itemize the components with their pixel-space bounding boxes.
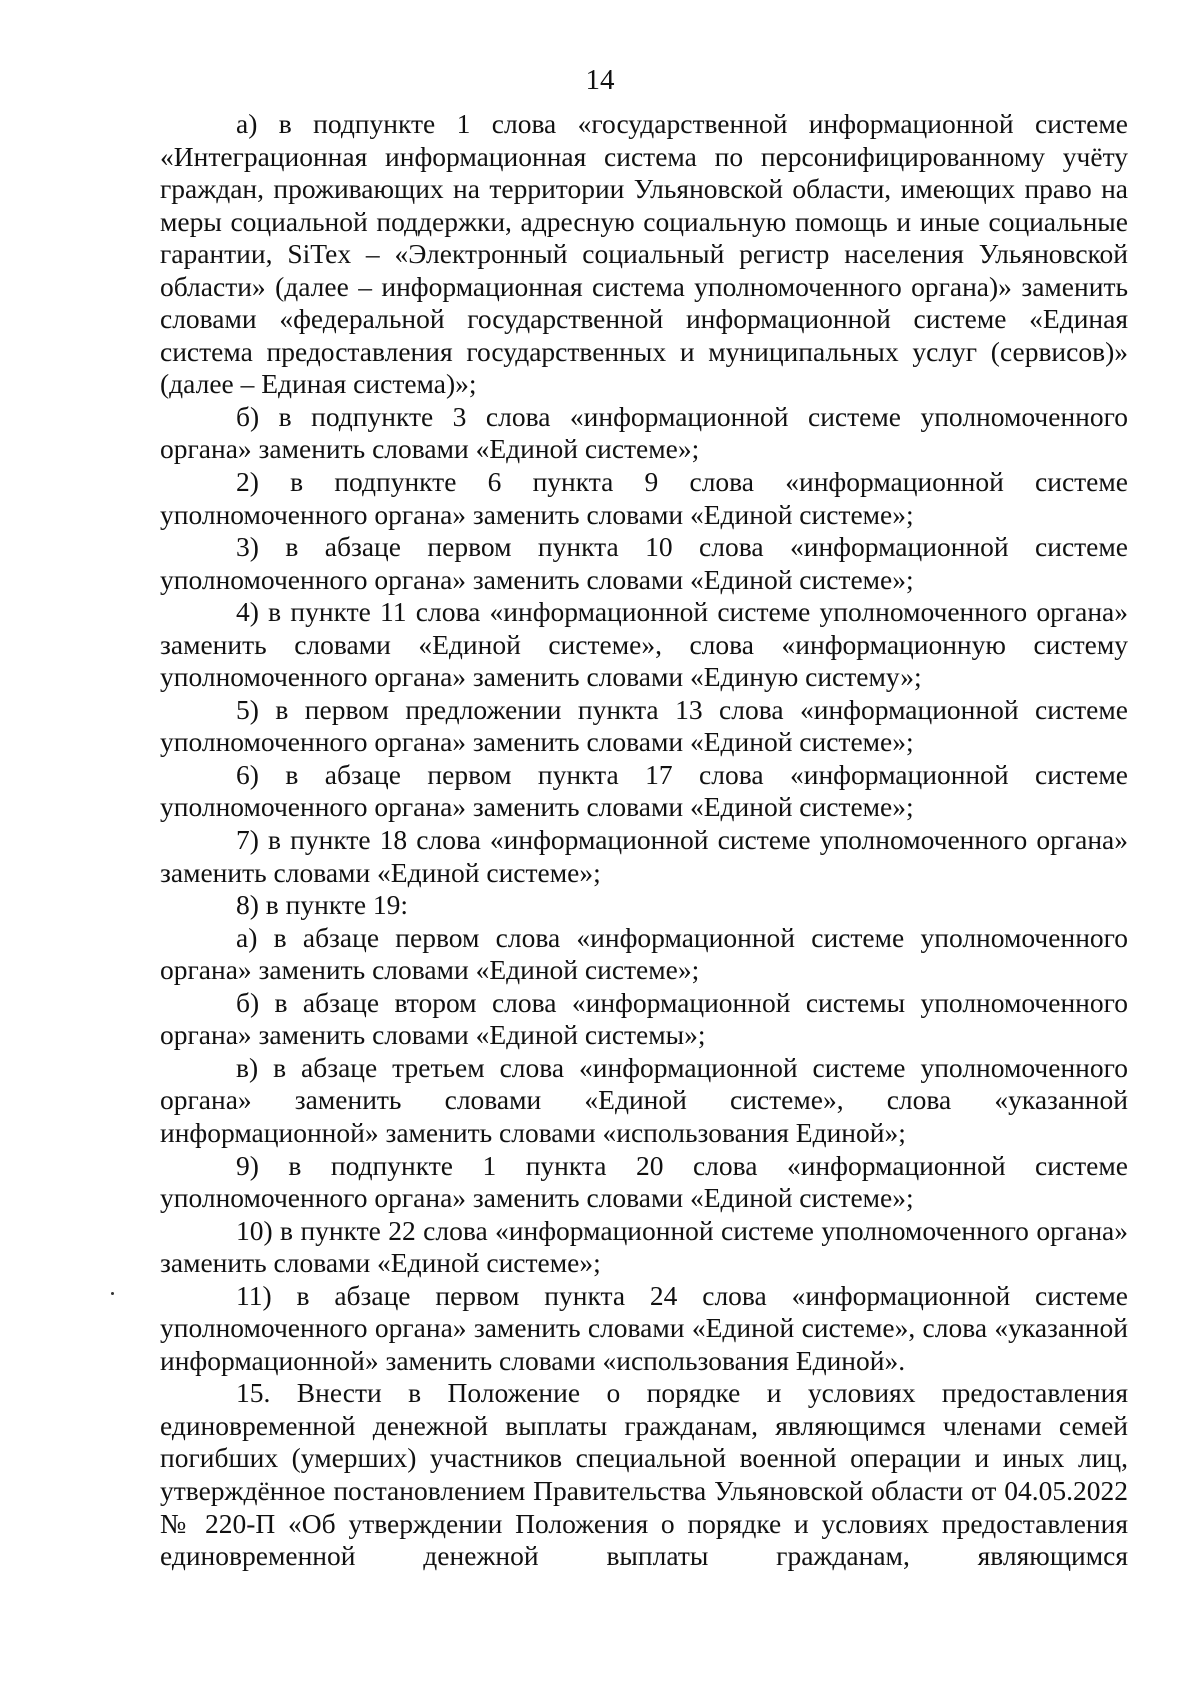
paragraph-item-6: 6) в абзаце первом пункта 17 слова «информационной системе уполномоченного органа» заменить словами «Единой системе»; <box>160 758 1128 823</box>
paragraph-item-8-subitem-b: б) в абзаце втором слова «информационной системы уполномоченного органа» заменить словами «Единой системы»; <box>160 986 1128 1051</box>
paragraph-item-7: 7) в пункте 18 слова «информационной системе уполномоченного органа» заменить словами «Единой системе»; <box>160 824 1128 888</box>
paragraph-item-8-subitem-v: в) в абзаце третьем слова «информационной системе уполномоченного органа» заменить словами «Единой системе», слова «указанной информационной» заменить словами «использования Единой»; <box>160 1051 1128 1148</box>
paragraph-item-8-subitem-a: а) в абзаце первом слова «информационной системе уполномоченного органа» заменить словами «Единой системе»; <box>160 921 1128 986</box>
scan-dot-mark <box>111 1292 114 1295</box>
paragraph-subitem-b: б) в подпункте 3 слова «информационной системе уполномоченного органа» заменить словами «Единой системе»; <box>160 400 1128 465</box>
paragraph-item-9: 9) в подпункте 1 пункта 20 слова «информационной системе уполномоченного органа» заменить словами «Единой системе»; <box>160 1149 1128 1214</box>
paragraph-item-8: 8) в пункте 19: <box>236 889 409 921</box>
paragraph-item-4: 4) в пункте 11 слова «информационной системе уполномоченного органа» заменить словами «Единой системе», слова «информационную систему уполномоченного органа» заменить словами «Единую систему»; <box>160 596 1128 693</box>
paragraph-subitem-a: а) в подпункте 1 слова «государственной информационной системе «Интеграционная информационная система по персонифицированному учёту граждан, проживающих на территории Ульяновской области, имеющих право на меры социальной поддержки, адресную социальную помощь и иные социальные гарантии, SiTex – «Электронный социальный регистр населения Ульяновской области» (далее – информационная система уполномоченного органа)» заменить словами «федеральной государственной информационной системе «Единая система предоставления государственных и муниципальных услуг (сервисов)» (далее – Единая система)»; <box>160 108 1128 400</box>
page-number: 14 <box>585 64 615 96</box>
paragraph-item-5: 5) в первом предложении пункта 13 слова «информационной системе уполномоченного органа» заменить словами «Единой системе»; <box>160 693 1128 758</box>
document-body <box>160 108 1128 1573</box>
paragraph-item-11: 11) в абзаце первом пункта 24 слова «информационной системе уполномоченного органа» заменить словами «Единой системе», слова «указанной информационной» заменить словами «использования Единой». <box>160 1279 1128 1376</box>
paragraph-item-3: 3) в абзаце первом пункта 10 слова «информационной системе уполномоченного органа» заменить словами «Единой системе»; <box>160 531 1128 595</box>
paragraph-section-15: 15. Внести в Положение о порядке и условиях предоставления единовременной денежной выплаты гражданам, являющимся членами семей погибших (умерших) участников специальной военной операции и иных лиц, утверждённое постановлением Правительства Ульяновской области от 04.05.2022 № 220-П «Об утверждении Положения о порядке и условиях предоставления единовременной денежной выплаты гражданам, являющимся <box>160 1377 1128 1572</box>
paragraph-item-10: 10) в пункте 22 слова «информационной системе уполномоченного органа» заменить словами «Единой системе»; <box>160 1214 1128 1279</box>
paragraph-item-2: 2) в подпункте 6 пункта 9 слова «информационной системе уполномоченного органа» заменить словами «Единой системе»; <box>160 466 1128 530</box>
